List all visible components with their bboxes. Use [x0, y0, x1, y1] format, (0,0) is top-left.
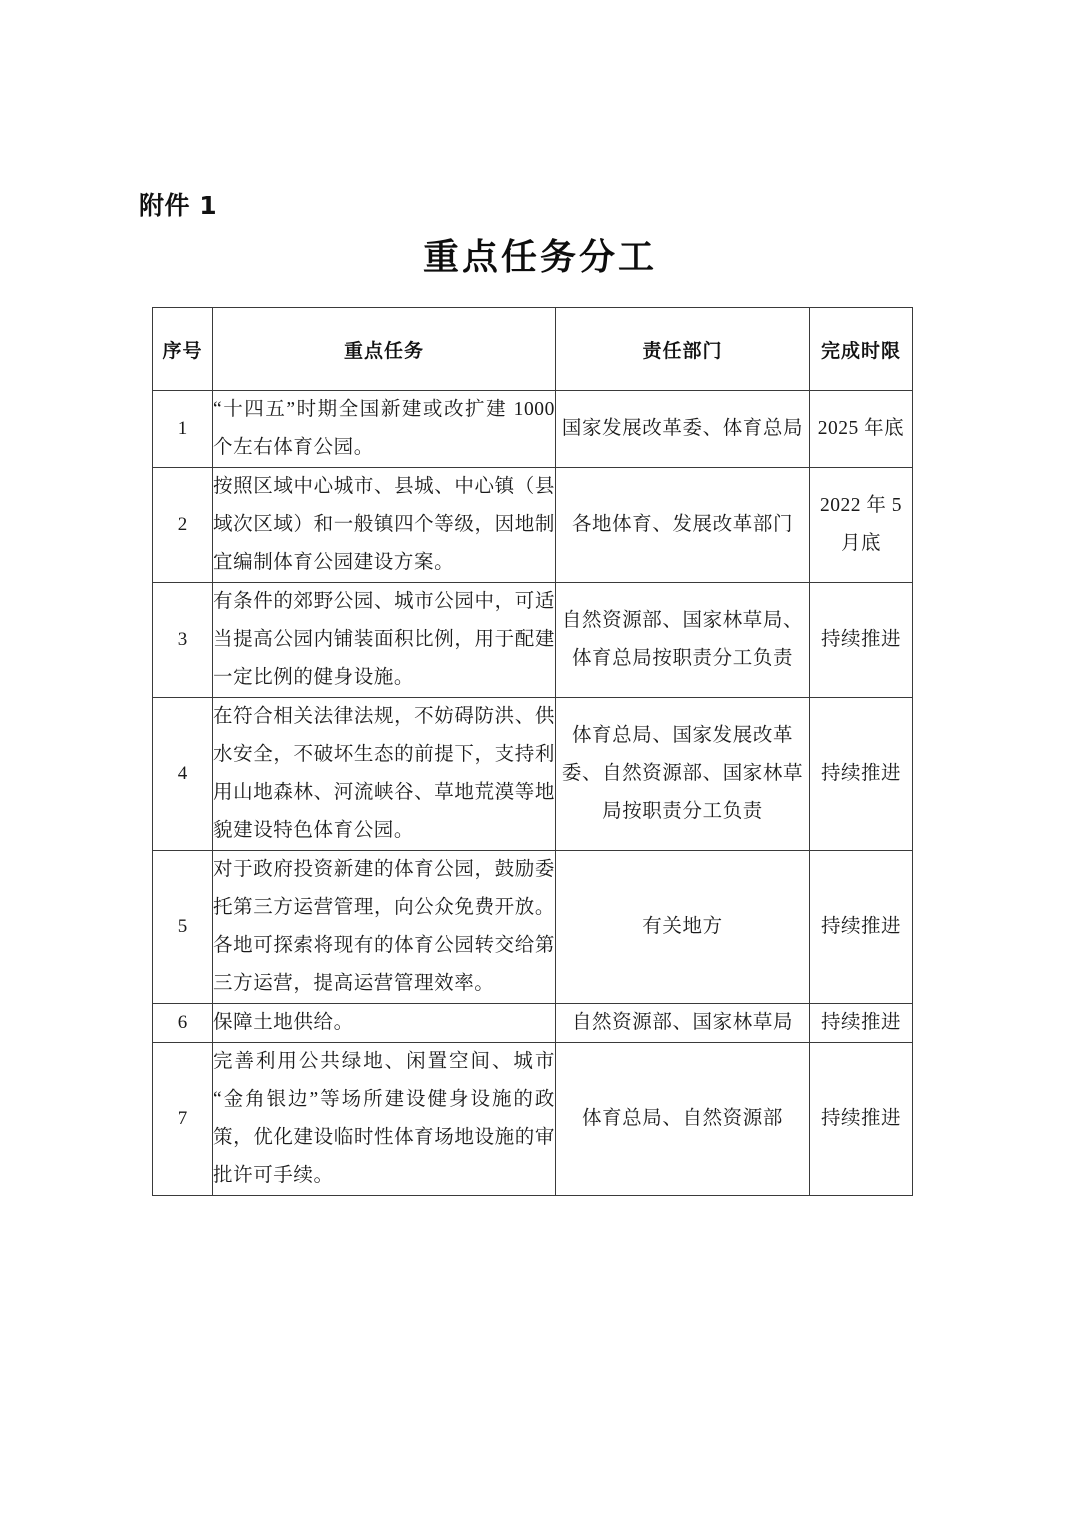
- column-header-no: 序号: [153, 308, 213, 391]
- table-header-row: [153, 308, 913, 391]
- row-task: 在符合相关法律法规，不妨碍防洪、供水安全，不破坏生态的前提下，支持利用山地森林、河流峡谷、草地荒漠等地貌建设特色体育公园。: [213, 698, 556, 851]
- row-task: 按照区域中心城市、县城、中心镇（县域次区域）和一般镇四个等级，因地制宜编制体育公园建设方案。: [213, 468, 556, 583]
- table-row: [153, 391, 913, 468]
- row-task: 对于政府投资新建的体育公园，鼓励委托第三方运营管理，向公众免费开放。各地可探索将现有的体育公园转交给第三方运营，提高运营管理效率。: [213, 851, 556, 1004]
- table-body: [153, 391, 913, 1196]
- row-index: 6: [153, 1004, 213, 1043]
- row-deadline: 持续推进: [810, 583, 913, 698]
- row-department: 自然资源部、国家林草局: [556, 1004, 810, 1043]
- row-deadline: 持续推进: [810, 698, 913, 851]
- row-task: “十四五”时期全国新建或改扩建 1000 个左右体育公园。: [213, 391, 556, 468]
- row-department: 自然资源部、国家林草局、体育总局按职责分工负责: [556, 583, 810, 698]
- row-index: 4: [153, 698, 213, 851]
- row-deadline: 2022 年 5 月底: [810, 468, 913, 583]
- table-row: [153, 583, 913, 698]
- page-title: 重点任务分工: [422, 237, 657, 277]
- row-index: 7: [153, 1043, 213, 1196]
- key-task-assignment-table: [152, 307, 913, 1196]
- table-row: [153, 851, 913, 1004]
- attachment-label: 附件 1: [139, 191, 218, 220]
- column-header-deadline: 完成时限: [810, 308, 913, 391]
- row-task: 完善利用公共绿地、闲置空间、城市“金角银边”等场所建设健身设施的政策，优化建设临时性体育场地设施的审批许可手续。: [213, 1043, 556, 1196]
- row-department: 国家发展改革委、体育总局: [556, 391, 810, 468]
- row-index: 1: [153, 391, 213, 468]
- row-index: 5: [153, 851, 213, 1004]
- row-deadline: 持续推进: [810, 851, 913, 1004]
- table-row: [153, 1004, 913, 1043]
- row-deadline: 持续推进: [810, 1004, 913, 1043]
- table-row: [153, 1043, 913, 1196]
- table-row: [153, 468, 913, 583]
- row-department: 体育总局、自然资源部: [556, 1043, 810, 1196]
- table-row: [153, 698, 913, 851]
- row-index: 2: [153, 468, 213, 583]
- task-table-container: [152, 307, 912, 1196]
- row-task: 保障土地供给。: [213, 1004, 556, 1043]
- row-deadline: 2025 年底: [810, 391, 913, 468]
- row-department: 有关地方: [556, 851, 810, 1004]
- column-header-task: 重点任务: [213, 308, 556, 391]
- row-department: 各地体育、发展改革部门: [556, 468, 810, 583]
- row-deadline: 持续推进: [810, 1043, 913, 1196]
- row-task: 有条件的郊野公园、城市公园中，可适当提高公园内铺装面积比例，用于配建一定比例的健身设施。: [213, 583, 556, 698]
- row-index: 3: [153, 583, 213, 698]
- column-header-department: 责任部门: [556, 308, 810, 391]
- row-department: 体育总局、国家发展改革委、自然资源部、国家林草局按职责分工负责: [556, 698, 810, 851]
